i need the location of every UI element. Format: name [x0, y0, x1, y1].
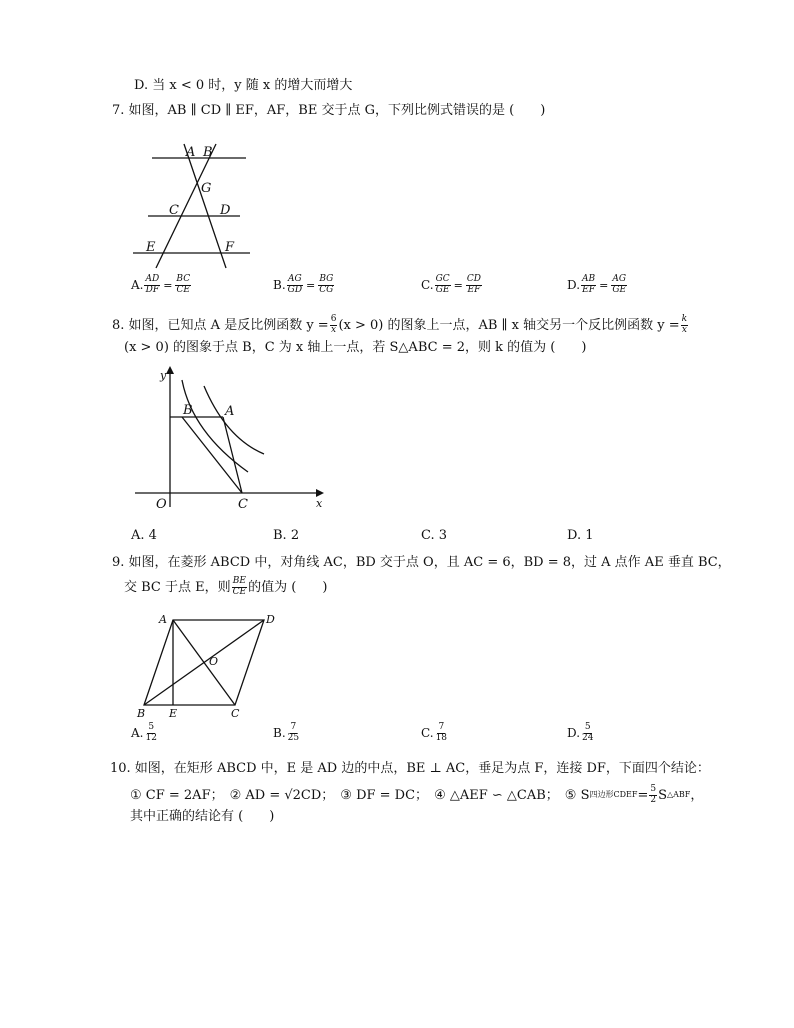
q9-option-b: B. $\frac{7}{25}$ [273, 722, 300, 743]
q9-option-c: C. $\frac{7}{18}$ [421, 722, 448, 743]
q9-line2: 交 BC 于点 E，则 $\frac{BE}{CE}$ 的值为 ( ) [124, 576, 328, 597]
q8-option-a: A. 4 [131, 528, 157, 543]
label-c: C [169, 203, 179, 218]
q10-line1: 10. 如图，在矩形 ABCD 中，E 是 AD 边的中点，BE ⊥ AC，垂足为点 F，连接 DF，下面四个结论： [110, 761, 710, 776]
q10-conclusion-1: ① CF = 2AF； [130, 787, 224, 803]
label-b: B [203, 145, 213, 160]
label-x: x [316, 497, 323, 510]
q8-figure [130, 362, 325, 512]
q9-option-d: D. $\frac{5}{24}$ [567, 722, 594, 743]
label-e: E [146, 240, 156, 255]
x-axis-arrow [316, 489, 324, 497]
label-a: A [225, 404, 235, 419]
curve-6 [204, 386, 264, 454]
q10-conclusion-4: ④ △AEF ∽ △CAB； [434, 787, 559, 803]
q7-option-a: A. $\frac{AD}{DF}$ = $\frac{BC}{CE}$ [131, 274, 191, 295]
q9-option-a: A. $\frac{5}{12}$ [131, 722, 157, 743]
label-b: B [137, 707, 146, 720]
label-c: C [238, 497, 248, 512]
q7-option-c: C. $\frac{GC}{GE}$ = $\frac{CD}{EF}$ [421, 274, 481, 295]
q10-conclusion-2: ② AD = √2CD； [229, 787, 335, 803]
label-f: F [225, 240, 235, 255]
q10-conclusion-5: ⑤ S 四边形CDEF = $\frac{5}{2}$ S △ABF ， [564, 784, 704, 805]
q8-option-b: B. 2 [273, 528, 300, 543]
label-d: D [266, 613, 275, 626]
q8-line1: 8. 如图，已知点 A 是反比例函数 y = $\frac{6}{x}$ (x > 0) 的图象上一点，AB ∥ x 轴交另一个反比例函数 y = $\frac{k}{x}$ [112, 314, 688, 335]
diagonal-bd [144, 620, 264, 705]
y-axis-arrow [166, 366, 174, 374]
q7-stem: 7. 如图，AB ∥ CD ∥ EF，AF，BE 交于点 G，下列比例式错误的是 ( ) [112, 103, 546, 118]
label-o: O [209, 655, 219, 668]
q10-conclusion-3: ③ DF = DC； [340, 787, 429, 803]
q7-figure [120, 128, 260, 273]
q8-option-d: D. 1 [567, 528, 594, 543]
q8-option-c: C. 3 [421, 528, 448, 543]
label-y: y [160, 369, 167, 382]
q6-option-d: D. 当 x < 0 时，y 随 x 的增大而增大 [134, 78, 353, 93]
label-d: D [220, 203, 231, 218]
label-a: A [159, 613, 167, 626]
q7-option-b: B. $\frac{AG}{GD}$ = $\frac{BG}{CG}$ [273, 274, 334, 295]
label-o: O [156, 497, 167, 512]
q7-option-d: D. $\frac{AB}{EF}$ = $\frac{AG}{GE}$ [567, 274, 627, 295]
q8-line2: (x > 0) 的图象于点 B，C 为 x 轴上一点，若 S△ABC = 2，则 k 的值为 ( ) [124, 340, 587, 355]
label-a: A [186, 145, 196, 160]
label-e: E [169, 707, 178, 720]
line-be [156, 144, 216, 268]
label-g: G [201, 181, 212, 196]
label-b: B [183, 403, 193, 418]
q10-line3: 其中正确的结论有 ( ) [130, 809, 275, 824]
label-c: C [231, 707, 240, 720]
q10-conclusions [130, 785, 703, 806]
q9-line1: 9. 如图，在菱形 ABCD 中，对角线 AC，BD 交于点 O，且 AC = 6，BD = 8，过 A 点作 AE 垂直 BC， [112, 555, 731, 570]
q9-figure [132, 610, 282, 722]
